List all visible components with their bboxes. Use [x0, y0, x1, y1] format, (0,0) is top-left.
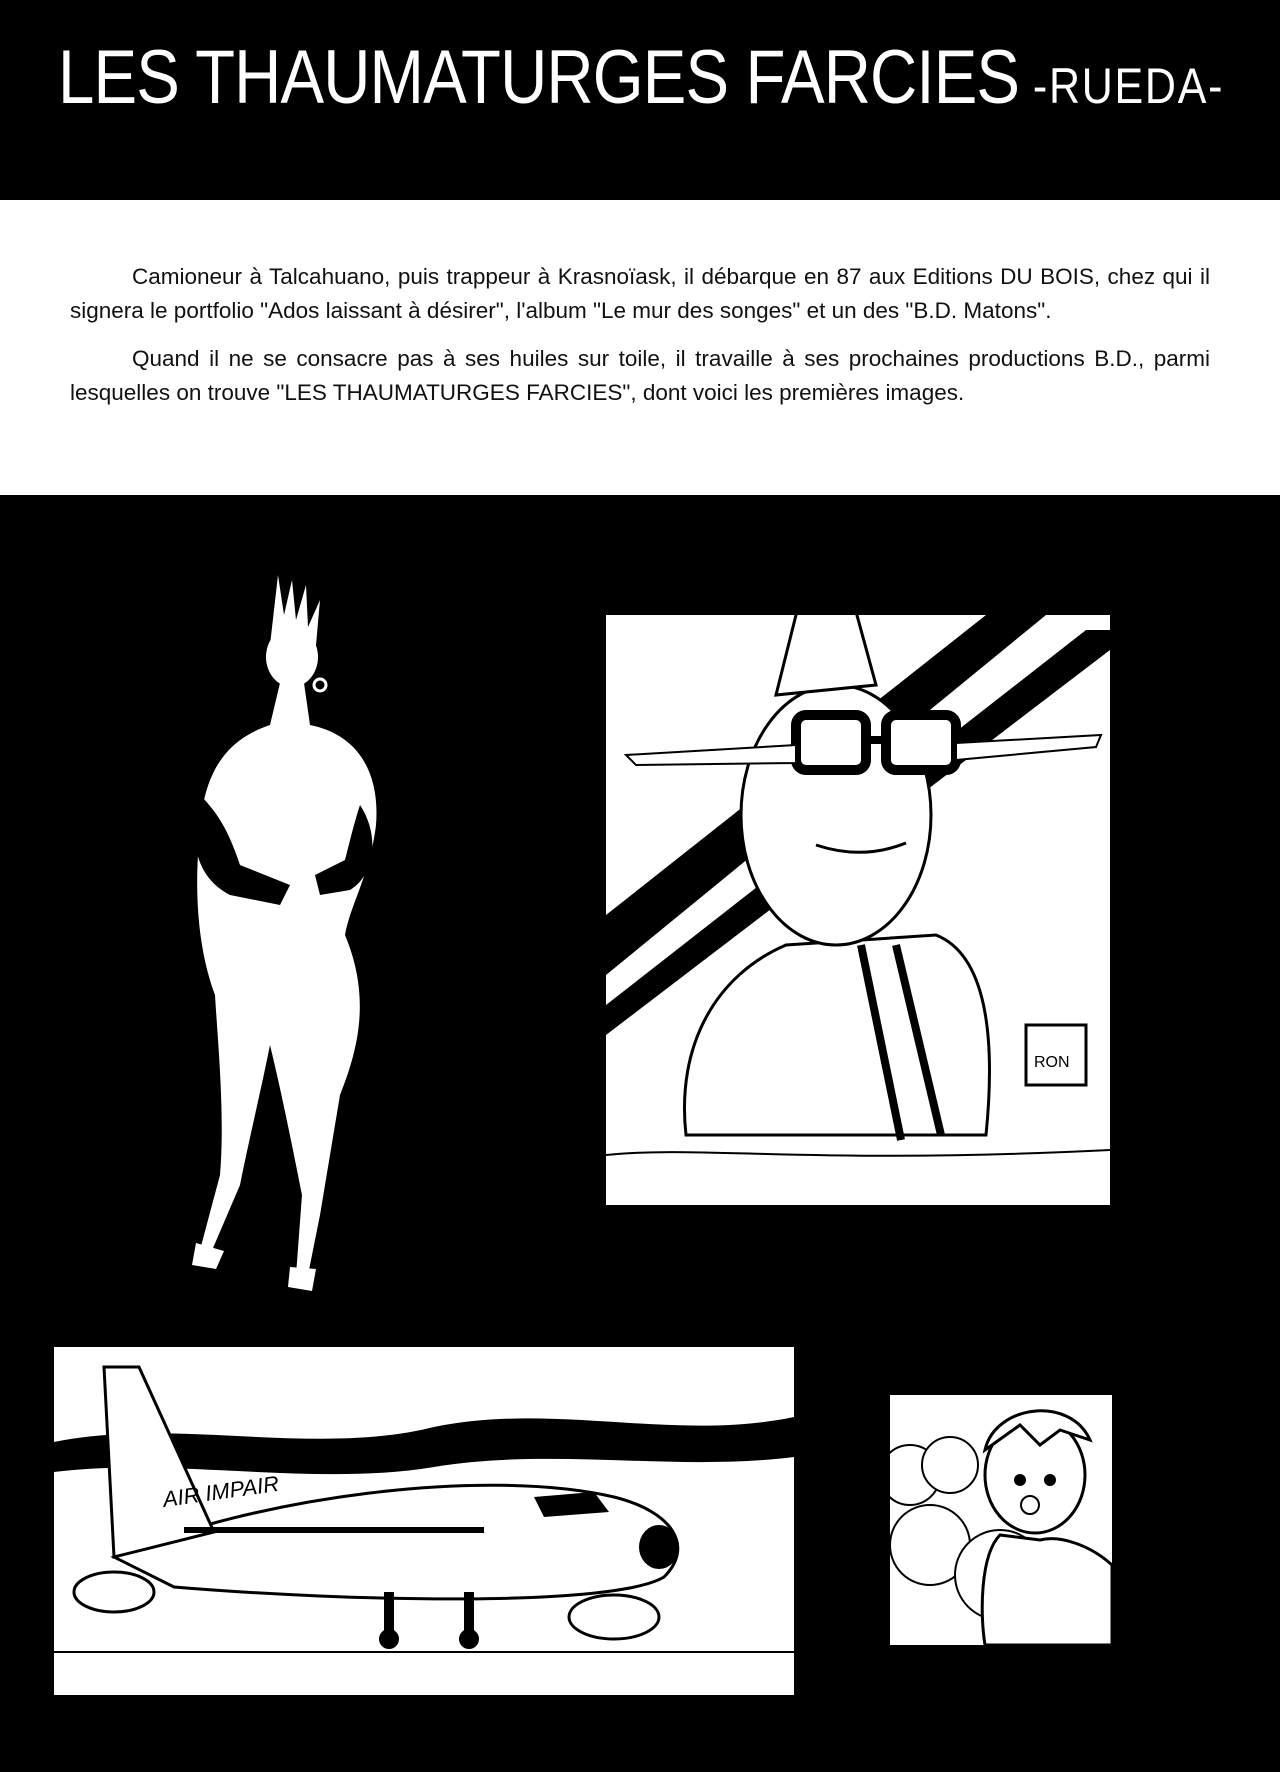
intro-paragraph-2: Quand il ne se consacre pas à ses huiles sur toile, il travaille à ses prochaines productions B.D., parmi lesquelles on trouve "LES THAUMATURGES FARCIES", dont voici les premières images. — [70, 346, 1210, 405]
title-banner — [0, 0, 1280, 200]
woman-illustration — [170, 575, 430, 1295]
title-text: LES THAUMATURGES FARCIES — [58, 35, 1020, 120]
airplane-drawing — [54, 1347, 794, 1695]
panel-glasses-man — [606, 615, 1110, 1205]
panel-airplane — [54, 1347, 794, 1695]
page-title — [58, 35, 1225, 120]
glasses-man-drawing — [606, 615, 1110, 1205]
panel-boy — [890, 1395, 1112, 1645]
can-label: RON — [1034, 1054, 1070, 1071]
intro-text — [70, 260, 1210, 424]
boy-drawing — [890, 1395, 1112, 1645]
intro-paragraph-1: Camioneur à Talcahuano, puis trappeur à Krasnoïask, il débarque en 87 aux Editions DU BOIS, chez qui il signera le portfolio "Ados laissant à désirer", l'album "Le mur des songes" et un des "B.D. Matons". — [70, 264, 1210, 323]
comic-artboard — [0, 495, 1280, 1772]
plane-livery: AIR IMPAIR — [161, 1470, 281, 1512]
author-name: -RUEDA- — [1032, 58, 1225, 114]
